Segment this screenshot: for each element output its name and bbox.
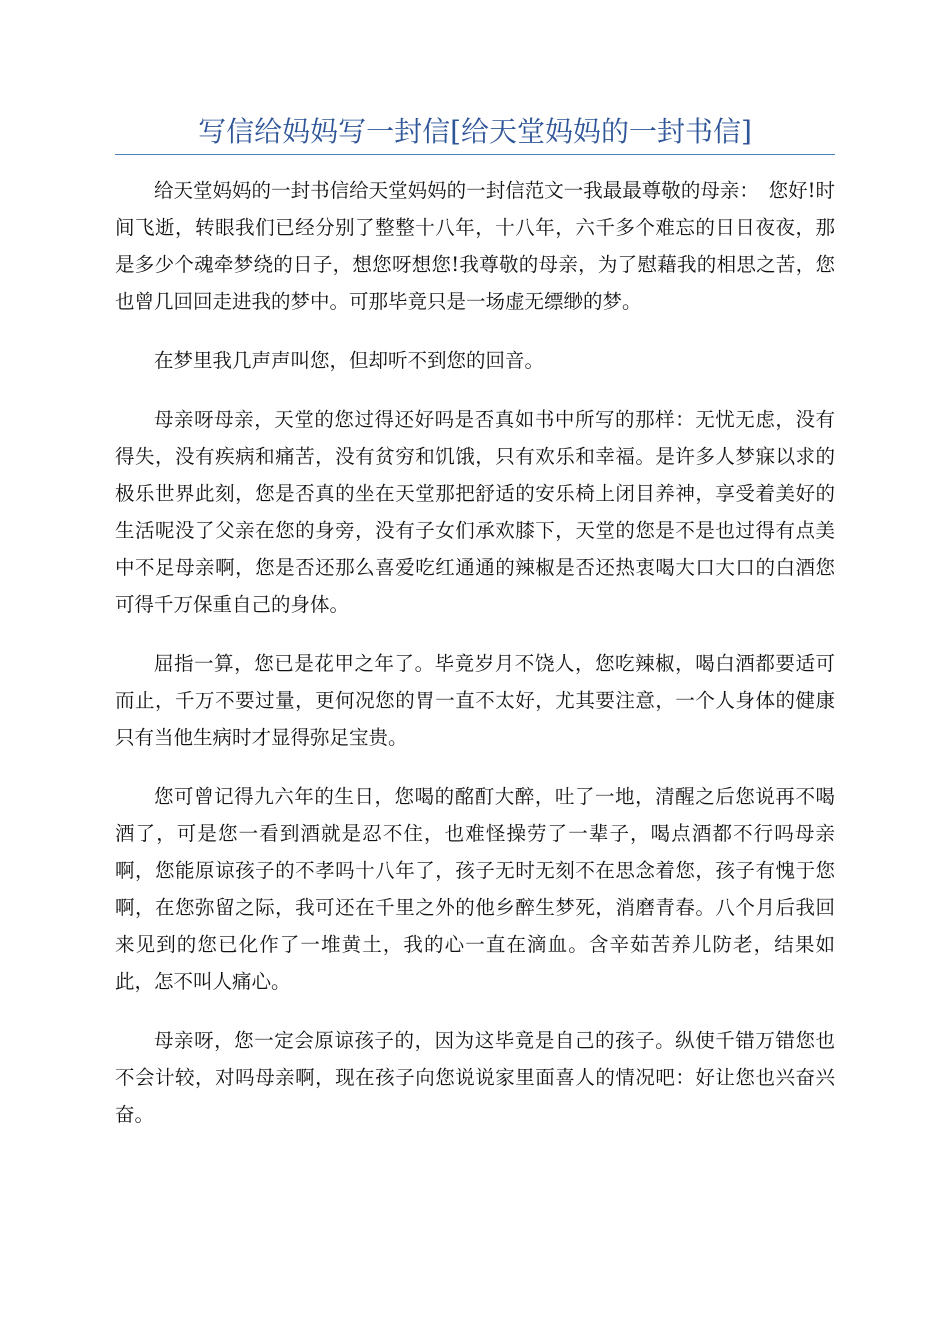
- page-title: 写信给妈妈写一封信[给天堂妈妈的一封书信]: [198, 115, 752, 148]
- title-underline: [115, 154, 835, 155]
- paragraph: 给天堂妈妈的一封书信给天堂妈妈的一封信范文一我最最尊敬的母亲： 您好!时间飞逝，转眼我们已经分别了整整十八年，十八年，六千多个难忘的日日夜夜，那是多少个魂牵梦绕的日子，想您呀想您!我尊敬的母亲，为了慰藉我的相思之苦，您也曾几回回走进我的梦中。可那毕竟只是一场虚无缥缈的梦。: [115, 179, 835, 313]
- paragraph: 您可曾记得九六年的生日，您喝的酩酊大醉，吐了一地，清醒之后您说再不喝酒了，可是您一看到酒就是忍不住，也难怪操劳了一辈子，喝点酒都不行吗母亲啊，您能原谅孩子的不孝吗十八年了，孩子无时无刻不在思念着您，孩子有愧于您啊，在您弥留之际，我可还在千里之外的他乡醉生梦死，消磨青春。八个月后我回来见到的您已化作了一堆黄土，我的心一直在滴血。含辛茹苦养儿防老，结果如此，怎不叫人痛心。: [115, 785, 835, 993]
- paragraph: 屈指一算，您已是花甲之年了。毕竟岁月不饶人，您吃辣椒，喝白酒都要适可而止，千万不要过量，更何况您的胃一直不太好，尤其要注意，一个人身体的健康只有当他生病时才显得弥足宝贵。: [115, 652, 835, 749]
- paragraph: 母亲呀，您一定会原谅孩子的，因为这毕竟是自己的孩子。纵使千错万错您也不会计较，对吗母亲啊，现在孩子向您说说家里面喜人的情况吧：好让您也兴奋兴奋。: [115, 1029, 835, 1126]
- paragraph: 在梦里我几声声叫您，但却听不到您的回音。: [154, 349, 545, 372]
- paragraph: 母亲呀母亲，天堂的您过得还好吗是否真如书中所写的那样：无忧无虑，没有得失，没有疾病和痛苦，没有贫穷和饥饿，只有欢乐和幸福。是许多人梦寐以求的极乐世界此刻，您是否真的坐在天堂那把舒适的安乐椅上闭目养神，享受着美好的生活呢没了父亲在您的身旁，没有子女们承欢膝下，天堂的您是不是也过得有点美中不足母亲啊，您是否还那么喜爱吃红通通的辣椒是否还热衷喝大口大口的白酒您可得千万保重自己的身体。: [115, 408, 835, 616]
- document-body: [115, 172, 835, 1155]
